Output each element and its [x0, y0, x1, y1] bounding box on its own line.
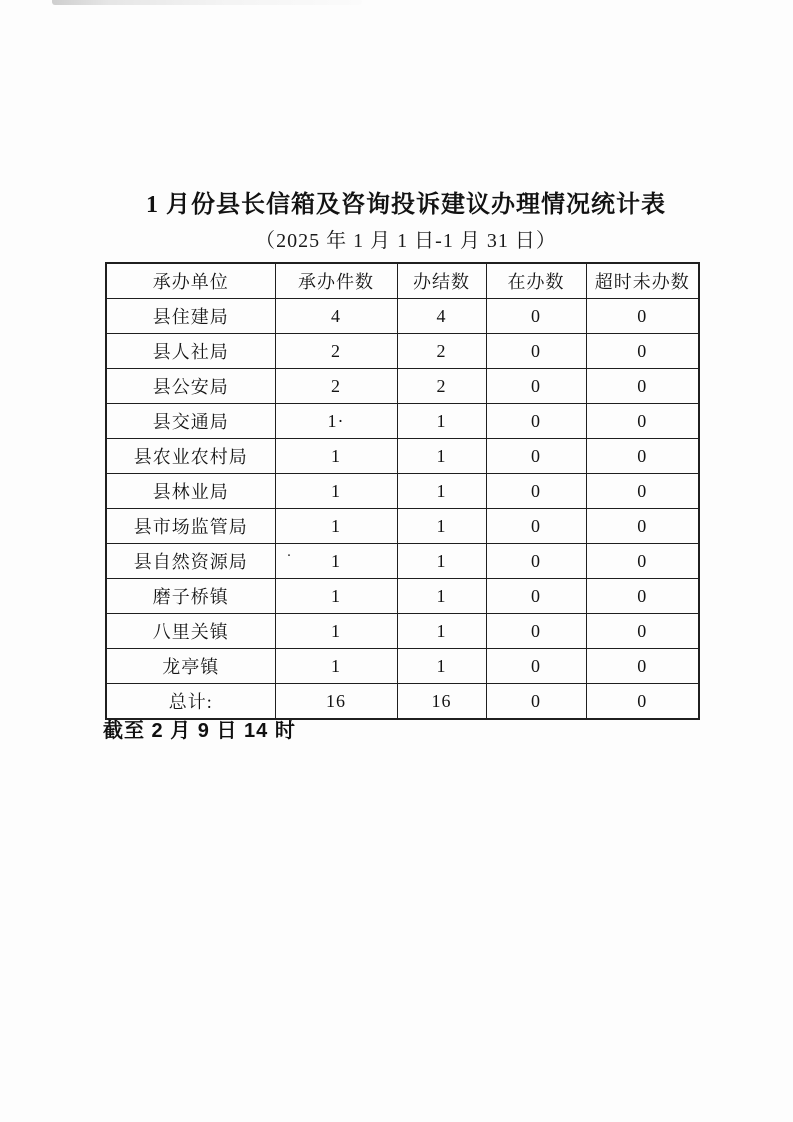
received-cell: 2	[275, 369, 397, 404]
completed-cell: 1	[397, 474, 486, 509]
completed-cell: 4	[397, 299, 486, 334]
header-cell-completed: 办结数	[397, 263, 486, 299]
received-cell: 4	[275, 299, 397, 334]
document-header	[110, 191, 702, 253]
unit-cell: 八里关镇	[106, 614, 275, 649]
received-cell: 1·	[275, 404, 397, 439]
table-row	[106, 579, 699, 614]
overdue-cell: 0	[586, 404, 699, 439]
table-row	[106, 439, 699, 474]
statistics-table	[105, 262, 700, 720]
inprogress-cell: 0	[486, 474, 586, 509]
unit-cell: 县市场监管局	[106, 509, 275, 544]
table-row	[106, 334, 699, 369]
table-row	[106, 299, 699, 334]
table-row	[106, 614, 699, 649]
table-row	[106, 474, 699, 509]
table-row	[106, 509, 699, 544]
header-cell-unit: 承办单位	[106, 263, 275, 299]
cutoff-time-note: 截至 2 月 9 日 14 时	[103, 720, 296, 742]
inprogress-cell: 0	[486, 684, 586, 720]
received-cell: 1	[275, 439, 397, 474]
header-cell-inprogress: 在办数	[486, 263, 586, 299]
received-cell: 1	[275, 614, 397, 649]
table-header-row	[106, 263, 699, 299]
unit-cell: 龙亭镇	[106, 649, 275, 684]
document-date-range: （2025 年 1 月 1 日-1 月 31 日）	[255, 230, 557, 252]
overdue-cell: 0	[586, 439, 699, 474]
header-cell-received: 承办件数	[275, 263, 397, 299]
received-cell: 1	[275, 579, 397, 614]
unit-cell: 县农业农村局	[106, 439, 275, 474]
unit-cell: 县住建局	[106, 299, 275, 334]
inprogress-cell: 0	[486, 579, 586, 614]
overdue-cell: 0	[586, 474, 699, 509]
overdue-cell: 0	[586, 334, 699, 369]
table-row	[106, 369, 699, 404]
inprogress-cell: 0	[486, 614, 586, 649]
overdue-cell: 0	[586, 579, 699, 614]
overdue-cell: 0	[586, 649, 699, 684]
unit-cell: 县自然资源局	[106, 544, 275, 579]
completed-cell: 1	[397, 649, 486, 684]
received-cell: 1	[275, 509, 397, 544]
unit-cell: 县人社局	[106, 334, 275, 369]
unit-cell: 磨子桥镇	[106, 579, 275, 614]
inprogress-cell: 0	[486, 544, 586, 579]
completed-cell: 1	[397, 614, 486, 649]
overdue-cell: 0	[586, 614, 699, 649]
completed-cell: 1	[397, 509, 486, 544]
completed-cell: 2	[397, 369, 486, 404]
received-cell: 1	[275, 649, 397, 684]
received-cell: 16	[275, 684, 397, 720]
table-row	[106, 544, 699, 579]
unit-cell: 县交通局	[106, 404, 275, 439]
document-title: 1 月份县长信箱及咨询投诉建议办理情况统计表	[146, 192, 666, 218]
table-row	[106, 649, 699, 684]
unit-cell: 总计:	[106, 684, 275, 720]
completed-cell: 1	[397, 544, 486, 579]
ink-speck: ·	[286, 548, 293, 564]
overdue-cell: 0	[586, 369, 699, 404]
overdue-cell: 0	[586, 544, 699, 579]
overdue-cell: 0	[586, 299, 699, 334]
overdue-cell: 0	[586, 509, 699, 544]
unit-cell: 县公安局	[106, 369, 275, 404]
inprogress-cell: 0	[486, 509, 586, 544]
header-cell-overdue: 超时未办数	[586, 263, 699, 299]
completed-cell: 16	[397, 684, 486, 720]
completed-cell: 1	[397, 579, 486, 614]
inprogress-cell: 0	[486, 334, 586, 369]
scan-artifact-top	[52, 0, 362, 5]
received-cell	[275, 544, 397, 579]
inprogress-cell: 0	[486, 649, 586, 684]
overdue-cell: 0	[586, 684, 699, 720]
received-cell: 1	[275, 474, 397, 509]
table-row	[106, 404, 699, 439]
completed-cell: 1	[397, 439, 486, 474]
inprogress-cell: 0	[486, 439, 586, 474]
inprogress-cell: 0	[486, 404, 586, 439]
unit-cell: 县林业局	[106, 474, 275, 509]
cell-value: 1	[331, 550, 341, 571]
completed-cell: 2	[397, 334, 486, 369]
inprogress-cell: 0	[486, 369, 586, 404]
received-cell: 2	[275, 334, 397, 369]
completed-cell: 1	[397, 404, 486, 439]
inprogress-cell: 0	[486, 299, 586, 334]
